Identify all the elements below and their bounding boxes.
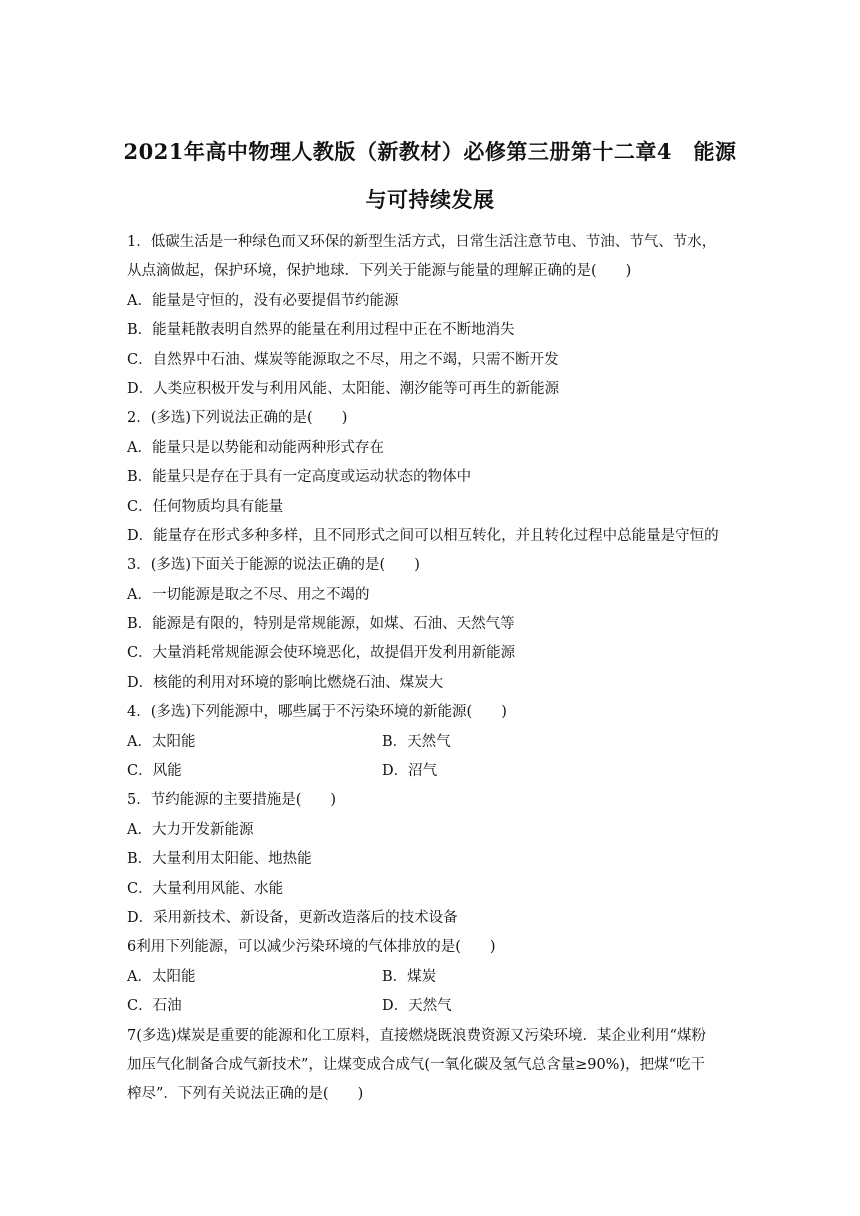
question-7-stem-line-1: 7(多选)煤炭是重要的能源和化工原料，直接燃烧既浪费资源又污染环境．某企业利用“煤粉 [127, 1027, 706, 1044]
question-7-stem-line-3: 榨尽”．下列有关说法正确的是( ) [127, 1086, 364, 1103]
question-2-option-d: D．能量存在形式多种多样，且不同形式之间可以相互转化，并且转化过程中总能量是守恒的 [127, 527, 719, 544]
question-6-stem: 6利用下列能源，可以减少污染环境的气体排放的是( ) [127, 939, 496, 956]
title-line-2: 与可持续发展 [365, 187, 495, 212]
question-4-options-row-1 [127, 728, 747, 757]
question-4-option-a: A．太阳能 [127, 733, 196, 750]
question-6-option-b: B．煤炭 [382, 968, 437, 985]
question-2-option-b: B．能量只是存在于具有一定高度或运动状态的物体中 [127, 469, 472, 486]
question-2-option-a: A．能量只是以势能和动能两种形式存在 [127, 439, 384, 456]
question-3-option-d: D．核能的利用对环境的影响比燃烧石油、煤炭大 [127, 674, 444, 691]
title-line-1: 2021年高中物理人教版（新教材）必修第三册第十二章4 能源 [123, 139, 737, 164]
question-1-option-d: D．人类应积极开发与利用风能、太阳能、潮汐能等可再生的新能源 [127, 380, 560, 397]
question-3-option-b: B．能源是有限的，特别是常规能源，如煤、石油、天然气等 [127, 616, 515, 633]
question-3-option-a: A．一切能源是取之不尽、用之不竭的 [127, 586, 370, 603]
question-4-stem: 4．(多选)下列能源中，哪些属于不污染环境的新能源( ) [127, 704, 507, 721]
question-2-option-c: C．任何物质均具有能量 [127, 498, 284, 515]
question-1-option-c: C．自然界中石油、煤炭等能源取之不尽，用之不竭，只需不断开发 [127, 351, 559, 368]
question-5-option-b: B．大量利用太阳能、地热能 [127, 851, 312, 868]
question-5-option-d: D．采用新技术、新设备，更新改造落后的技术设备 [127, 909, 458, 926]
question-6-options-row-2 [127, 992, 747, 1021]
question-6-options-row-1 [127, 963, 747, 992]
question-7-stem-line-2: 加压气化制备合成气新技术”，让煤变成合成气(一氧化碳及氢气总含量≥90%)，把煤“吃干 [127, 1056, 706, 1073]
question-3-option-c: C．大量消耗常规能源会使环境恶化，故提倡开发利用新能源 [127, 645, 516, 662]
question-list [127, 228, 747, 1110]
document-title [100, 128, 760, 224]
question-5-option-c: C．大量利用风能、水能 [127, 880, 284, 897]
question-5-option-a: A．大力开发新能源 [127, 821, 254, 838]
question-4-option-b: B．天然气 [382, 733, 451, 750]
question-1-option-b: B．能量耗散表明自然界的能量在利用过程中正在不断地消失 [127, 322, 515, 339]
question-2-stem: 2．(多选)下列说法正确的是( ) [127, 410, 348, 427]
question-1-stem-line-1: 1．低碳生活是一种绿色而又环保的新型生活方式，日常生活注意节电、节油、节气、节水， [127, 234, 717, 250]
question-6-option-d: D．天然气 [382, 998, 452, 1015]
question-4-option-c: C．风能 [127, 763, 182, 780]
question-4-option-d: D．沼气 [382, 763, 438, 780]
question-1-stem-line-2: 从点滴做起，保护环境，保护地球．下列关于能源与能量的理解正确的是( ) [127, 263, 632, 280]
question-1-option-a: A．能量是守恒的，没有必要提倡节约能源 [127, 292, 399, 309]
question-5-stem: 5．节约能源的主要措施是( ) [127, 792, 337, 809]
question-6-option-c: C．石油 [127, 998, 182, 1015]
question-6-option-a: A．太阳能 [127, 968, 196, 985]
question-4-options-row-2 [127, 757, 747, 786]
question-3-stem: 3．(多选)下面关于能源的说法正确的是( ) [127, 557, 420, 574]
